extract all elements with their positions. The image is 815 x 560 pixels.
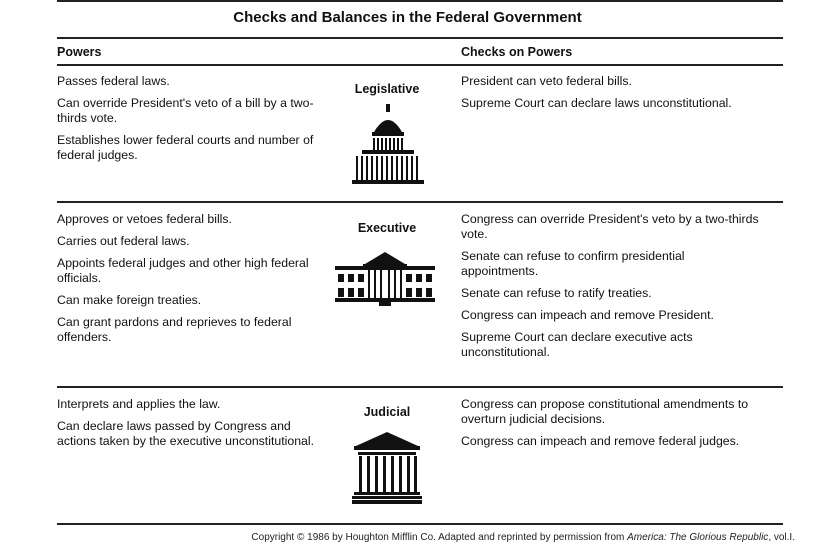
- checks-header: Checks on Powers: [461, 45, 573, 59]
- judicial-label: Judicial: [363, 405, 411, 419]
- power-item: Approves or vetoes federal bills.: [57, 212, 232, 226]
- check-item: Senate can refuse to ratify treaties.: [461, 286, 652, 300]
- header-rule: [57, 64, 783, 66]
- power-item: Appoints federal judges and other high federal officials.: [57, 256, 309, 285]
- supreme-court-icon: [352, 430, 422, 506]
- top-rule: [57, 0, 783, 2]
- check-item: Supreme Court can declare executive acts unconstitutional.: [461, 330, 693, 359]
- judicial-checks: [461, 397, 761, 456]
- power-item: Can declare laws passed by Congress and actions taken by the executive unconstitutional.: [57, 419, 315, 448]
- white-house-icon: [335, 250, 435, 306]
- bottom-rule: [57, 523, 783, 525]
- check-item: Congress can impeach and remove federal judges.: [461, 434, 740, 448]
- power-item: Passes federal laws.: [57, 74, 170, 88]
- check-item: Senate can refuse to confirm presidential appointments.: [461, 249, 685, 278]
- check-item: President can veto federal bills.: [461, 74, 632, 88]
- row-divider: [57, 201, 783, 203]
- power-item: Establishes lower federal courts and number of federal judges.: [57, 133, 314, 162]
- power-item: Carries out federal laws.: [57, 234, 190, 248]
- executive-checks: [461, 212, 761, 367]
- book-title: America: The Glorious Republic: [627, 532, 769, 543]
- power-item: Can grant pardons and reprieves to federal offenders.: [57, 315, 292, 344]
- power-item: Can make foreign treaties.: [57, 293, 202, 307]
- check-item: Congress can impeach and remove President.: [461, 308, 714, 322]
- check-item: Supreme Court can declare laws unconstitutional.: [461, 96, 732, 110]
- power-item: Interprets and applies the law.: [57, 397, 221, 411]
- executive-label: Executive: [357, 221, 417, 235]
- capitol-building-icon: [352, 102, 424, 188]
- page-title: Checks and Balances in the Federal Government: [233, 9, 582, 26]
- legislative-checks: [461, 74, 761, 118]
- power-item: Can override President's veto of a bill by a two-thirds vote.: [57, 96, 314, 125]
- executive-powers: [57, 212, 327, 352]
- legislative-label: Legislative: [354, 82, 420, 96]
- check-item: Congress can override President's veto by a two-thirds vote.: [461, 212, 759, 241]
- judicial-powers: [57, 397, 327, 456]
- powers-header: Powers: [57, 45, 102, 59]
- copyright-suffix: , vol.I.: [768, 532, 795, 543]
- title-rule: [57, 37, 783, 39]
- copyright-prefix: Copyright © 1986 by Houghton Mifflin Co. Adapted and reprinted by permission from: [251, 532, 628, 543]
- legislative-powers: [57, 74, 327, 170]
- copyright-notice: [251, 532, 795, 543]
- row-divider: [57, 386, 783, 388]
- check-item: Congress can propose constitutional amendments to overturn judicial decisions.: [461, 397, 749, 426]
